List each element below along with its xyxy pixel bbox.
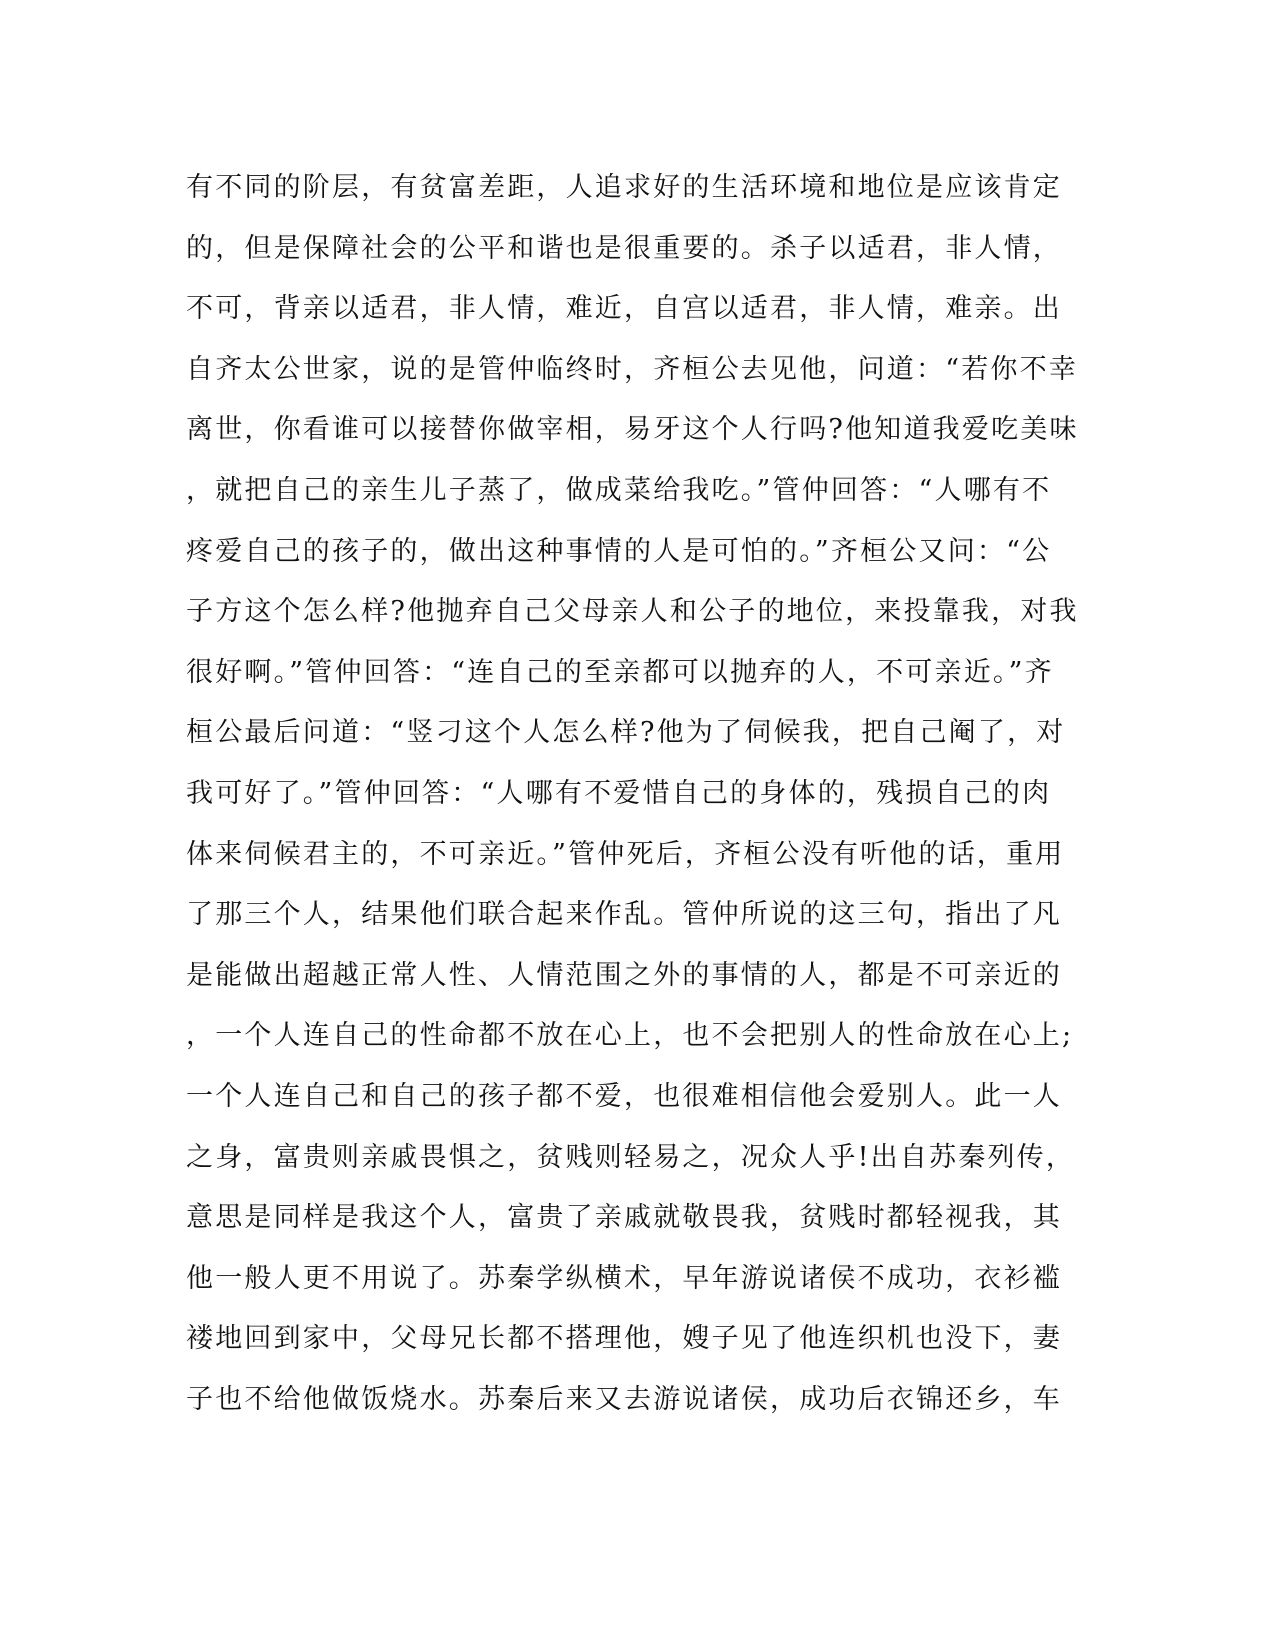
text-line: 子方这个怎么样?他抛弃自己父母亲人和公子的地位，来投靠我，对我 [186, 596, 1079, 628]
text-line: 有不同的阶层，有贫富差距，人追求好的生活环境和地位是应该肯定 [186, 172, 1062, 203]
text-line: 了那三个人，结果他们联合起来作乱。管仲所说的这三句，指出了凡 [186, 899, 1062, 931]
text-line: ，一个人连自己的性命都不放在心上，也不会把别人的性命放在心上; [186, 1020, 1074, 1052]
text-line: 体来伺候君主的，不可亲近。”管仲死后，齐桓公没有听他的话，重用 [186, 838, 1065, 870]
text-line: 一个人连自己和自己的孩子都不爱，也很难相信他会爱别人。此一人 [186, 1080, 1062, 1112]
text-line: 褛地回到家中，父母兄长都不搭理他，嫂子见了他连织机也没下，妻 [186, 1323, 1062, 1355]
text-line: 意思是同样是我这个人，富贵了亲戚就敬畏我，贫贱时都轻视我，其 [186, 1202, 1062, 1234]
text-line: 之身，富贵则亲戚畏惧之，贫贱则轻易之，况众人乎!出自苏秦列传， [186, 1141, 1076, 1173]
text-line: 疼爱自己的孩子的，做出这种事情的人是可怕的。”齐桓公又问：“公 [186, 535, 1052, 567]
text-line: 不可，背亲以适君，非人情，难近，自宫以适君，非人情，难亲。出 [186, 293, 1062, 325]
text-line: 是能做出超越正常人性、人情范围之外的事情的人，都是不可亲近的 [186, 959, 1062, 991]
text-line: 我可好了。”管仲回答：“人哪有不爱惜自己的身体的，残损自己的肉 [186, 777, 1052, 809]
text-line: 桓公最后问道：“竖刁这个人怎么样?他为了伺候我，把自己阉了，对 [186, 717, 1066, 749]
text-line: 自齐太公世家，说的是管仲临终时，齐桓公去见他，问道：“若你不幸 [186, 353, 1079, 385]
text-line: 很好啊。”管仲回答：“连自己的至亲都可以抛弃的人，不可亲近。”齐 [186, 656, 1054, 688]
text-line: 的，但是保障社会的公平和谐也是很重要的。杀子以适君，非人情， [186, 232, 1062, 264]
text-line: ，就把自己的亲生儿子蒸了，做成菜给我吃。”管仲回答：“人哪有不 [186, 474, 1052, 506]
text-line: 离世，你看谁可以接替你做宰相，易牙这个人行吗?他知道我爱吃美味 [186, 414, 1079, 446]
text-line: 他一般人更不用说了。苏秦学纵横术，早年游说诸侯不成功，衣衫褴 [186, 1262, 1062, 1294]
body-text [186, 158, 1086, 1430]
text-line: 子也不给他做饭烧水。苏秦后来又去游说诸侯，成功后衣锦还乡，车 [186, 1383, 1062, 1415]
